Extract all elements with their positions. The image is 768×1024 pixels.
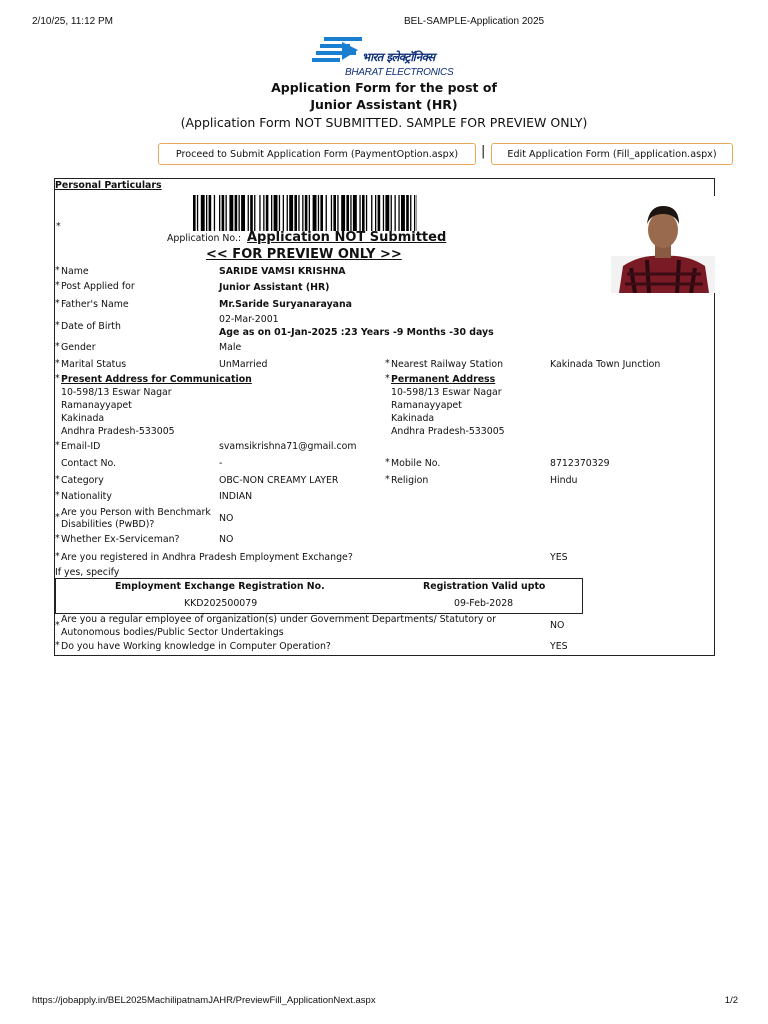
regular-employee-value: NO: [550, 620, 565, 631]
email-label: Email-ID: [61, 441, 101, 452]
required-star: *: [55, 490, 60, 501]
permanent-address-line: Kakinada: [391, 413, 435, 424]
barcode-bar: [385, 195, 389, 231]
required-star: *: [385, 474, 390, 485]
present-address-line: 10-598/13 Eswar Nagar: [61, 387, 172, 398]
barcode-bar: [239, 195, 240, 231]
application-no-label: Application No.:: [167, 233, 242, 244]
gender-value: Male: [219, 342, 242, 353]
father-value: Mr.Saride Suryanarayana: [219, 299, 353, 310]
required-star: *: [55, 358, 60, 369]
barcode-bar: [206, 195, 207, 231]
page-subtitle: (Application Form NOT SUBMITTED. SAMPLE FOR PREVIEW ONLY): [180, 115, 588, 130]
name-label: Name: [61, 266, 89, 277]
required-star: *: [55, 341, 60, 352]
barcode-bar: [298, 195, 299, 231]
barcode-bar: [229, 195, 233, 231]
barcode-bar: [279, 195, 280, 231]
marital-value: UnMarried: [219, 359, 268, 370]
name-value: SARIDE VAMSI KRISHNA: [219, 266, 346, 277]
exchange-header-valid: Registration Valid upto: [423, 581, 546, 592]
required-star: *: [55, 320, 60, 331]
barcode-bar: [219, 195, 220, 231]
barcode-bar: [406, 195, 409, 231]
barcode-bar: [359, 195, 360, 231]
barcode-bar: [274, 195, 278, 231]
required-star: *: [55, 440, 60, 451]
category-value: OBC-NON CREAMY LAYER: [219, 475, 339, 486]
edit-application-button[interactable]: Edit Application Form (Fill_application.aspx): [491, 143, 733, 165]
exservice-value: NO: [219, 534, 234, 545]
permanent-address-line: 10-598/13 Eswar Nagar: [391, 387, 502, 398]
print-url: https://jobapply.in/BEL2025MachilipatnamJAHR/PreviewFill_ApplicationNext.aspx: [32, 995, 376, 1006]
ap-exchange-label: Are you registered in Andhra Pradesh Employment Exchange?: [61, 552, 353, 563]
contact-value: -: [219, 458, 223, 469]
barcode-bar: [378, 195, 381, 231]
barcode-bar: [222, 195, 225, 231]
barcode-bar: [266, 195, 269, 231]
computer-label: Do you have Working knowledge in Computer Operation?: [61, 641, 331, 652]
category-label: Category: [61, 475, 104, 486]
required-star: *: [385, 457, 390, 468]
barcode-bar: [241, 195, 245, 231]
barcode-bar: [331, 195, 332, 231]
barcode-bar: [341, 195, 345, 231]
required-star: *: [55, 298, 60, 309]
present-address-line: Kakinada: [61, 413, 105, 424]
regular-employee-label-line1: Are you a regular employee of organization(s) under Government Departments/ Statutory or: [61, 614, 496, 625]
barcode-bar: [337, 195, 338, 231]
barcode-bar: [375, 195, 376, 231]
print-doc-title: BEL-SAMPLE-Application 2025: [404, 16, 545, 27]
required-star: *: [55, 280, 60, 291]
barcode-bar: [283, 195, 284, 231]
barcode-bar: [371, 195, 372, 231]
required-star: *: [55, 620, 60, 631]
barcode-bar: [414, 195, 415, 231]
barcode-bar: [383, 195, 384, 231]
application-no-value: Application NOT Submitted: [247, 230, 447, 245]
religion-label: Religion: [391, 475, 429, 486]
barcode-bar: [362, 195, 365, 231]
barcode-bar: [263, 195, 264, 231]
required-star: *: [55, 551, 60, 562]
barcode-bar: [209, 195, 212, 231]
required-star: *: [385, 358, 390, 369]
required-star: *: [55, 474, 60, 485]
barcode-bar: [410, 195, 411, 231]
barcode-bar: [391, 195, 392, 231]
pwbd-label-line1: Are you Person with Benchmark: [61, 507, 211, 518]
page-title-line2: Junior Assistant (HR): [310, 97, 458, 112]
barcode-bar: [333, 195, 336, 231]
barcode-bar: [201, 195, 205, 231]
print-page-number: 1/2: [724, 995, 738, 1006]
barcode-bar: [254, 195, 255, 231]
mobile-value: 8712370329: [550, 458, 610, 469]
dob-value: 02-Mar-2001: [219, 314, 279, 325]
barcode-bar: [226, 195, 227, 231]
barcode-bar: [350, 195, 351, 231]
button-separator: |: [481, 144, 486, 159]
barcode-bar: [271, 195, 272, 231]
proceed-submit-button[interactable]: Proceed to Submit Application Form (PaymentOption.aspx): [158, 143, 476, 165]
exchange-header-regno: Employment Exchange Registration No.: [115, 581, 325, 592]
computer-value: YES: [550, 641, 568, 652]
preview-banner: << FOR PREVIEW ONLY >>: [206, 247, 402, 262]
barcode-bar: [395, 195, 396, 231]
required-star: *: [55, 373, 60, 384]
required-star: *: [55, 640, 60, 651]
gender-label: Gender: [61, 342, 96, 353]
present-address-line: Andhra Pradesh-533005: [61, 426, 175, 437]
barcode-bar: [248, 195, 249, 231]
present-address-line: Ramanayyapet: [61, 400, 132, 411]
if-yes-label: If yes, specify: [55, 567, 120, 578]
exchange-regno-value: KKD202500079: [184, 598, 258, 609]
present-address-label: Present Address for Communication: [61, 374, 252, 385]
section-title-personal: Personal Particulars: [55, 180, 162, 191]
pwbd-value: NO: [219, 513, 234, 524]
logo-english-text: BHARAT ELECTRONICS: [345, 67, 454, 78]
barcode-bar: [326, 195, 327, 231]
barcode-bar: [197, 195, 198, 231]
post-value: Junior Assistant (HR): [219, 282, 330, 293]
regular-employee-label-line2: Autonomous bodies/Public Sector Undertakings: [61, 627, 284, 638]
nationality-value: INDIAN: [219, 491, 253, 502]
barcode-bar: [401, 195, 405, 231]
permanent-address-line: Ramanayyapet: [391, 400, 462, 411]
barcode-bar: [398, 195, 399, 231]
ap-exchange-value: YES: [550, 552, 568, 563]
barcode-bar: [302, 195, 303, 231]
barcode-bar: [287, 195, 288, 231]
barcode-bar: [320, 195, 323, 231]
barcode-bar: [313, 195, 317, 231]
contact-label: Contact No.: [61, 458, 117, 469]
barcode-bar: [259, 195, 260, 231]
exservice-label: Whether Ex-Serviceman?: [61, 534, 180, 545]
bel-logo: [312, 36, 472, 80]
barcode-bar: [353, 195, 357, 231]
print-header: [32, 16, 738, 30]
applicant-photo: [611, 196, 715, 293]
barcode-bar: [294, 195, 297, 231]
print-footer: [32, 995, 738, 1009]
post-label: Post Applied for: [61, 281, 135, 292]
email-value: svamsikrishna71@gmail.com: [219, 441, 357, 452]
required-star: *: [55, 512, 60, 523]
railway-label: Nearest Railway Station: [391, 359, 504, 370]
father-label: Father's Name: [61, 299, 129, 310]
barcode-bar: [235, 195, 238, 231]
required-star: *: [385, 373, 390, 384]
pwbd-label-line2: Disabilities (PwBD)?: [61, 519, 155, 530]
permanent-address-label: Permanent Address: [391, 374, 496, 385]
age-value: Age as on 01-Jan-2025 :23 Years -9 Months -30 days: [219, 327, 494, 338]
railway-value: Kakinada Town Junction: [550, 359, 661, 370]
barcode-bar: [366, 195, 367, 231]
barcode-bar: [346, 195, 349, 231]
religion-value: Hindu: [550, 475, 578, 486]
print-date: 2/10/25, 11:12 PM: [32, 16, 113, 27]
logo-hindi-text: भारत इलेक्ट्रॉनिक्स: [362, 50, 435, 64]
barcode-bar: [318, 195, 319, 231]
barcode-bar: [214, 195, 215, 231]
permanent-address-line: Andhra Pradesh-533005: [391, 426, 505, 437]
dob-label: Date of Birth: [61, 321, 121, 332]
marital-label: Marital Status: [61, 359, 127, 370]
nationality-label: Nationality: [61, 491, 112, 502]
mobile-label: Mobile No.: [391, 458, 441, 469]
required-star: *: [56, 221, 61, 232]
exchange-valid-value: 09-Feb-2028: [454, 598, 514, 609]
required-star: *: [55, 533, 60, 544]
barcode-bar: [305, 195, 308, 231]
page-title-line1: Application Form for the post of: [271, 80, 497, 95]
barcode-bar: [250, 195, 253, 231]
required-star: *: [55, 265, 60, 276]
bel-logo-mark-icon: [312, 36, 364, 70]
barcode-bar: [289, 195, 293, 231]
barcode-image: [193, 195, 417, 231]
barcode-bar: [193, 195, 196, 231]
barcode-bar: [309, 195, 310, 231]
